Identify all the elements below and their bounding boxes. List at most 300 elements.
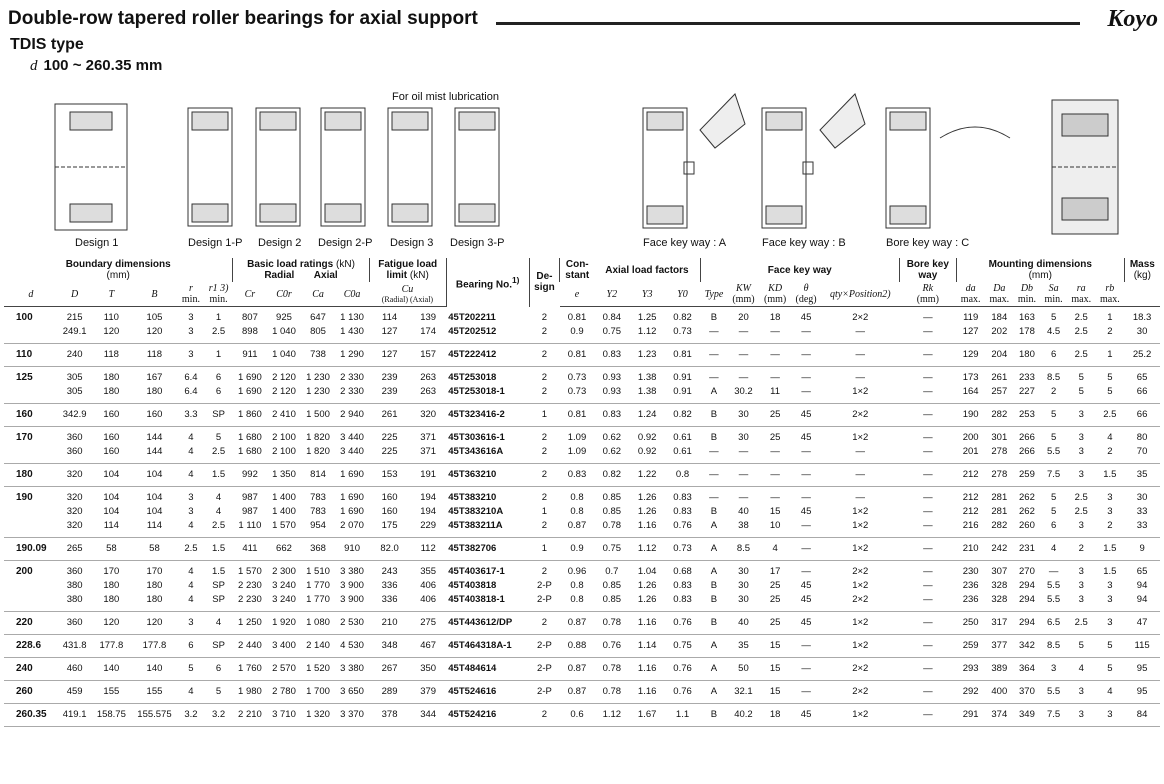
col-group-face-key: Face key way <box>700 258 899 282</box>
table-cell: 278 <box>985 464 1014 487</box>
table-cell: SP <box>204 404 233 427</box>
table-cell: 45 <box>791 404 821 427</box>
table-cell: 3 <box>1107 580 1113 591</box>
table-cell: 45 <box>800 580 812 591</box>
table-cell: 3 <box>188 492 194 503</box>
table-cell: 210 <box>369 612 410 635</box>
table-cell: 2-P <box>529 681 560 704</box>
table-cell: 201 <box>956 445 985 464</box>
table-cell: 459 <box>58 681 92 704</box>
table-cell: 1.12 <box>594 704 629 727</box>
table-cell: 2-P <box>529 593 560 612</box>
table-cell: 307 <box>991 566 1008 577</box>
bore-diameter: 160 <box>4 404 58 427</box>
subheader-cell: C0r <box>267 282 301 307</box>
table-cell: 30 <box>738 432 749 443</box>
table-cell: 0.76 <box>665 658 700 681</box>
table-cell: — <box>791 344 821 367</box>
table-row <box>4 325 1160 344</box>
table-cell: 5 <box>1050 506 1057 517</box>
table-cell: 294 <box>1014 593 1041 612</box>
table-cell: 1.26 <box>637 492 657 503</box>
table-cell: 0.91 <box>673 372 692 383</box>
table-cell: A <box>700 385 727 404</box>
table-cell: 0.82 <box>594 464 629 487</box>
table-cell: 191 <box>410 464 446 487</box>
table-cell: 0.88 <box>560 635 594 658</box>
subheader-cell: Y2 <box>594 282 629 307</box>
table-cell: 262 <box>1019 506 1035 517</box>
table-cell: 5 <box>1096 658 1125 681</box>
table-cell: 898 <box>233 325 267 344</box>
table-cell: 25 <box>759 404 791 427</box>
table-cell: — <box>791 519 821 538</box>
table-cell: B <box>700 612 727 635</box>
table-cell: 261 <box>369 404 410 427</box>
table-cell: 25 <box>769 580 781 591</box>
table-cell: 7.5 <box>1040 464 1067 487</box>
table-cell: 1×2 <box>821 519 899 538</box>
table-cell: 6.4 <box>178 385 205 404</box>
table-cell: 177.8 <box>91 635 131 658</box>
table-cell: 0.83 <box>665 593 700 612</box>
table-cell: 1 040 <box>267 344 301 367</box>
caption-bore-key-c: Bore key way : C <box>886 237 970 249</box>
table-cell: 30 <box>738 580 749 591</box>
table-cell: 0.8 <box>665 464 700 487</box>
table-cell: 4 <box>178 464 205 487</box>
table-cell: 348 <box>369 635 410 658</box>
table-cell: 66 <box>1124 385 1160 404</box>
table-cell: 370 <box>1014 681 1041 704</box>
subheader-cell <box>1124 282 1160 307</box>
table-cell: 1 980 <box>233 681 267 704</box>
table-cell: 231 <box>1014 538 1041 561</box>
table-cell: 18 <box>759 704 791 727</box>
table-row <box>4 464 1160 487</box>
table-cell: 160 <box>381 506 398 517</box>
table-cell: 1 690 <box>238 372 262 383</box>
table-cell: 70 <box>1124 445 1160 464</box>
table-cell: 160 <box>381 492 398 503</box>
table-cell: 6 <box>204 658 233 681</box>
table-cell: 45 <box>800 432 812 443</box>
table-cell: 374 <box>985 704 1014 727</box>
bore-group <box>4 704 1160 727</box>
table-cell: 364 <box>1014 658 1041 681</box>
table-cell: 1.24 <box>630 404 665 427</box>
table-cell: 95 <box>1124 681 1160 704</box>
table-cell: 3 <box>178 612 205 635</box>
table-cell: 0.83 <box>594 344 629 367</box>
col-mass: Mass (kg) <box>1124 258 1160 282</box>
table-cell: 2 210 <box>233 704 267 727</box>
caption-design-3: Design 3 <box>390 237 434 249</box>
table-cell: 65 <box>1136 372 1148 383</box>
table-cell: 127 <box>956 325 985 344</box>
table-cell: 5 <box>1050 432 1057 443</box>
subheader-cell: Sa min. <box>1040 282 1067 307</box>
table-cell: 2.5 <box>1074 312 1088 323</box>
table-cell: — <box>738 372 749 383</box>
bore-diameter: 170 <box>16 432 33 443</box>
table-cell: 342.9 <box>58 404 92 427</box>
table-cell: 3 <box>1067 404 1096 427</box>
col-group-basic-load: Basic load ratings (kN) Radial Axial <box>233 258 369 282</box>
bearing-diagrams <box>0 86 1164 256</box>
bearing-number: 45T403818-1 <box>446 593 529 612</box>
table-cell: 4 <box>1067 658 1096 681</box>
table-cell: 2.5 <box>178 538 205 561</box>
table-cell: 225 <box>369 445 410 464</box>
table-cell: 275 <box>410 612 446 635</box>
table-cell: 360 <box>58 445 92 464</box>
table-cell: 1 <box>529 404 560 427</box>
table-cell: 1.5 <box>1096 464 1125 487</box>
table-cell: 1.12 <box>630 538 665 561</box>
table-cell: 3 370 <box>335 704 369 727</box>
table-cell: 371 <box>420 432 437 443</box>
table-cell: 0.7 <box>605 566 619 577</box>
table-cell: 291 <box>956 704 985 727</box>
table-cell: 267 <box>369 658 410 681</box>
table-cell: — <box>899 593 956 612</box>
table-cell: 3 900 <box>335 593 369 612</box>
table-cell: A <box>700 658 727 681</box>
table-cell: 1×2 <box>821 704 899 727</box>
table-cell: 4 <box>188 432 194 443</box>
caption-face-key-a: Face key way : A <box>643 237 727 249</box>
table-cell: 104 <box>131 464 177 487</box>
table-cell: 738 <box>301 344 335 367</box>
table-cell: 1 400 <box>272 506 296 517</box>
table-cell: 1 320 <box>301 704 335 727</box>
table-cell: 170 <box>103 566 120 577</box>
table-cell: 1 690 <box>340 492 364 503</box>
table-cell: 175 <box>369 519 410 538</box>
table-cell: 9 <box>1124 538 1160 561</box>
table-cell: 25.2 <box>1124 344 1160 367</box>
table-cell: — <box>791 464 821 487</box>
table-cell: — <box>801 372 811 383</box>
diagram-drawings <box>0 86 1164 256</box>
table-cell: 266 <box>1019 432 1035 443</box>
table-cell: 2 <box>541 372 548 383</box>
table-cell: 1 400 <box>272 492 296 503</box>
table-cell: 236 <box>956 593 985 612</box>
table-cell: 2-P <box>529 658 560 681</box>
table-cell: 127 <box>369 325 410 344</box>
table-cell: 1.16 <box>630 681 665 704</box>
table-cell: 2 <box>541 492 548 503</box>
table-cell: 1 820 <box>301 445 335 464</box>
table-cell: 1×2 <box>821 385 899 404</box>
table-cell: 380 <box>58 593 92 612</box>
table-cell: 155 <box>131 681 177 704</box>
table-cell: 118 <box>131 344 177 367</box>
table-cell: 160 <box>91 445 131 464</box>
table-cell: 1 350 <box>267 464 301 487</box>
bore-diameter: 190 <box>16 492 33 503</box>
table-cell: 200 <box>962 432 979 443</box>
table-cell: 3.2 <box>204 704 233 727</box>
table-cell: 2 <box>1040 385 1067 404</box>
table-cell: 250 <box>956 612 985 635</box>
table-cell: 328 <box>985 593 1014 612</box>
bore-diameter: 220 <box>4 612 58 635</box>
table-row <box>4 505 1160 519</box>
table-cell: 80 <box>1136 432 1148 443</box>
table-cell: 119 <box>963 312 979 323</box>
table-cell: 467 <box>410 635 446 658</box>
table-cell: 6 <box>204 385 233 404</box>
table-cell: 294 <box>1019 580 1035 591</box>
table-cell: 1 570 <box>238 566 262 577</box>
table-cell: — <box>923 312 933 323</box>
table-cell: 4 <box>178 593 205 612</box>
table-cell: 94 <box>1136 580 1148 591</box>
table-cell: 94 <box>1124 593 1160 612</box>
table-cell: SP <box>204 593 233 612</box>
table-cell: 1.5 <box>204 464 233 487</box>
table-cell: 0.78 <box>594 681 629 704</box>
table-cell: — <box>770 372 780 383</box>
subheader-cell: da max. <box>956 282 985 307</box>
table-cell: 5 <box>1050 312 1057 323</box>
table-cell: 305 <box>66 372 83 383</box>
table-cell: 180 <box>103 372 120 383</box>
table-cell: 292 <box>956 681 985 704</box>
table-cell: 4 <box>1040 538 1067 561</box>
table-cell: 987 <box>242 506 258 517</box>
table-cell: 5 <box>204 681 233 704</box>
table-cell: — <box>923 432 933 443</box>
table-cell: B <box>700 593 727 612</box>
table-cell: 0.83 <box>673 506 692 517</box>
table-cell: 0.84 <box>602 312 622 323</box>
table-row <box>4 367 1160 386</box>
bearing-number: 45T524216 <box>446 704 529 727</box>
table-row <box>4 579 1160 593</box>
table-cell: 1 510 <box>306 566 330 577</box>
table-cell: 400 <box>985 681 1014 704</box>
table-cell: 45 <box>800 506 812 517</box>
bearing-number: 45T202211 <box>448 311 496 323</box>
table-cell: 1 770 <box>306 580 330 591</box>
table-cell: 4 <box>215 492 222 503</box>
table-row <box>4 385 1160 404</box>
table-cell: 0.73 <box>665 325 700 344</box>
table-cell: 3 380 <box>335 658 369 681</box>
table-cell: 2 <box>529 445 560 464</box>
table-cell: 6 <box>215 372 222 383</box>
table-cell: 15 <box>759 681 791 704</box>
table-cell: 1 760 <box>233 658 267 681</box>
table-cell: 2 <box>541 566 548 577</box>
table-row <box>4 344 1160 367</box>
table-cell: — <box>855 372 866 383</box>
title-rule <box>496 22 1080 25</box>
bore-group <box>4 404 1160 427</box>
table-cell: 190 <box>956 404 985 427</box>
table-cell: — <box>923 580 933 591</box>
table-cell: 3 <box>188 506 194 517</box>
table-cell: — <box>899 344 956 367</box>
table-cell: 987 <box>242 492 258 503</box>
table-cell: 1.22 <box>630 464 665 487</box>
table-cell: 460 <box>58 658 92 681</box>
table-cell: B <box>700 704 727 727</box>
table-cell: 1.25 <box>637 312 657 323</box>
table-cell: 0.62 <box>602 432 622 443</box>
table-cell: 95 <box>1124 658 1160 681</box>
caption-design-1p: Design 1-P <box>188 237 243 249</box>
table-cell: 239 <box>381 372 398 383</box>
table-cell: 0.76 <box>665 681 700 704</box>
table-cell: 320 <box>410 404 446 427</box>
table-cell: 1.16 <box>630 612 665 635</box>
table-cell: — <box>821 445 899 464</box>
oil-mist-note: For oil mist lubrication <box>392 91 499 103</box>
table-cell: 45 <box>800 312 812 323</box>
table-cell: 317 <box>985 612 1014 635</box>
table-cell: 1 680 <box>238 432 262 443</box>
table-cell: 30.2 <box>728 385 760 404</box>
table-cell: 1 250 <box>233 612 267 635</box>
table-cell: 212 <box>962 506 979 517</box>
table-cell: — <box>700 464 727 487</box>
table-cell: 293 <box>956 658 985 681</box>
table-cell: 1.26 <box>637 506 657 517</box>
table-cell: 647 <box>310 312 326 323</box>
table-cell: 2 070 <box>335 519 369 538</box>
table-cell: 2 <box>529 464 560 487</box>
table-cell: B <box>710 506 718 517</box>
table-cell: 2 <box>529 385 560 404</box>
table-cell: 2.5 <box>204 445 233 464</box>
table-cell: 0.6 <box>560 704 594 727</box>
table-cell: 174 <box>410 325 446 344</box>
table-cell: 344 <box>410 704 446 727</box>
table-cell: A <box>700 519 727 538</box>
bore-group <box>4 344 1160 367</box>
table-cell: 2 330 <box>340 372 364 383</box>
table-cell: 7.5 <box>1040 704 1067 727</box>
table-cell: 184 <box>991 312 1008 323</box>
table-cell: 2-P <box>537 580 552 591</box>
table-cell: 0.76 <box>665 612 700 635</box>
table-cell: 278 <box>985 445 1014 464</box>
caption-design-2: Design 2 <box>258 237 302 249</box>
table-cell: 110 <box>103 312 119 323</box>
table-cell: — <box>899 445 956 464</box>
table-cell: 5 <box>1067 635 1096 658</box>
table-cell: 2 <box>1067 538 1096 561</box>
table-cell: 114 <box>131 519 177 538</box>
table-row <box>4 519 1160 538</box>
table-cell: 5 <box>1078 372 1084 383</box>
table-cell: B <box>710 580 718 591</box>
table-cell: 30 <box>738 566 749 577</box>
bearing-number: 45T363210 <box>446 464 529 487</box>
table-cell: 155 <box>91 681 131 704</box>
table-cell: 662 <box>267 538 301 561</box>
table-cell: 1 770 <box>301 593 335 612</box>
bearing-number: 45T222412 <box>446 344 529 367</box>
table-cell: 170 <box>146 566 163 577</box>
table-subheader <box>4 282 1160 307</box>
bore-diameter: 200 <box>16 566 33 577</box>
table-cell: 2 <box>541 432 548 443</box>
table-cell: 8.5 <box>1040 635 1067 658</box>
table-cell: 342 <box>1014 635 1041 658</box>
table-cell: 139 <box>420 312 437 323</box>
table-cell: 4 <box>188 566 194 577</box>
table-cell: 167 <box>146 372 163 383</box>
table-cell: 2 140 <box>301 635 335 658</box>
bore-diameter <box>4 505 58 519</box>
col-group-fatigue: Fatigue load limit (kN) <box>369 258 446 282</box>
bearing-number: 45T383210A <box>448 506 504 517</box>
table-cell: 2 530 <box>335 612 369 635</box>
table-cell: 0.9 <box>560 325 594 344</box>
bore-diameter: 228.6 <box>4 635 58 658</box>
table-cell: 1 500 <box>301 404 335 427</box>
table-cell: 783 <box>310 506 326 517</box>
table-cell: 0.83 <box>594 404 629 427</box>
table-cell: 1.16 <box>630 519 665 538</box>
table-cell: 0.8 <box>570 506 584 517</box>
table-cell: 5 <box>1050 492 1057 503</box>
table-cell: 2.5 <box>1067 325 1096 344</box>
table-cell: 25 <box>769 432 781 443</box>
table-cell: — <box>791 325 821 344</box>
table-cell: 0.61 <box>673 432 692 443</box>
table-cell: — <box>899 681 956 704</box>
table-cell: 84 <box>1124 704 1160 727</box>
table-cell: 0.73 <box>665 538 700 561</box>
table-cell: 15 <box>759 635 791 658</box>
table-cell: 1×2 <box>852 506 869 517</box>
table-cell: 40.2 <box>728 704 760 727</box>
table-cell: 4 <box>215 506 222 517</box>
table-cell: 1.16 <box>630 658 665 681</box>
col-group-boundary: Boundary dimensions (mm) <box>65 259 171 281</box>
table-cell: 5 <box>1067 385 1096 404</box>
table-cell: 5.5 <box>1040 681 1067 704</box>
subheader-cell: rb max. <box>1096 282 1125 307</box>
table-cell: 115 <box>1124 635 1160 658</box>
table-cell: 3.3 <box>178 404 205 427</box>
bearing-number: 45T253018 <box>448 372 497 383</box>
subheader-cell: r1 3) min. <box>204 282 233 307</box>
table-cell: 265 <box>58 538 92 561</box>
table-cell: 180 <box>131 593 177 612</box>
table-cell: 0.91 <box>665 385 700 404</box>
table-cell: 0.8 <box>570 492 584 503</box>
table-cell: 1 570 <box>267 519 301 538</box>
table-cell: 380 <box>66 580 83 591</box>
table-cell: 0.75 <box>594 325 629 344</box>
table-cell: 35 <box>1124 464 1160 487</box>
subheader-cell: Y0 <box>665 282 700 307</box>
table-cell: 0.82 <box>673 312 692 323</box>
table-cell: 1 290 <box>335 344 369 367</box>
subheader-cell: d <box>4 282 58 307</box>
table-cell: — <box>759 464 791 487</box>
table-cell: 5.5 <box>1040 445 1067 464</box>
table-cell: 114 <box>382 312 398 323</box>
